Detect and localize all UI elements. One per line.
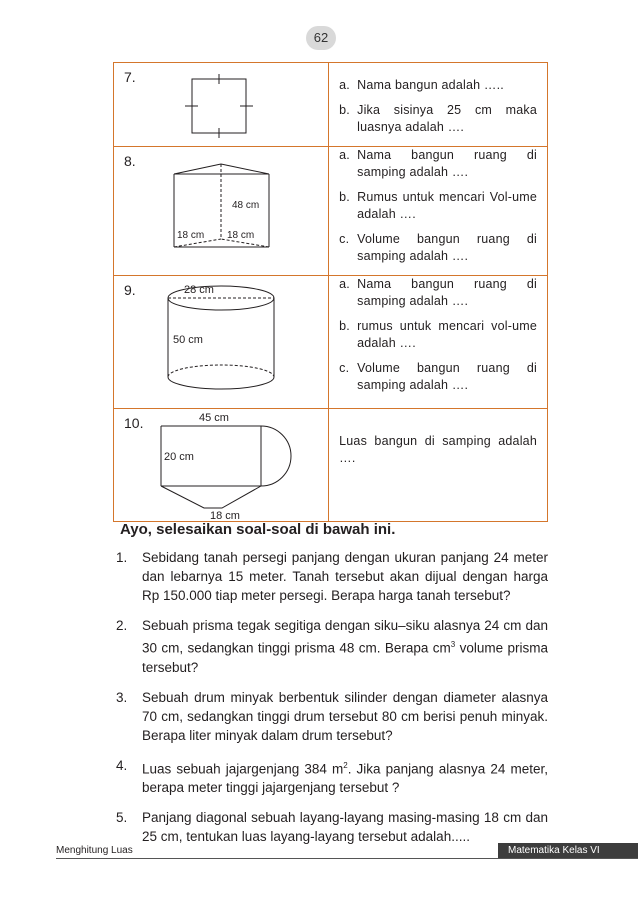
- figure-cell: [114, 276, 329, 409]
- question-number: 8.: [124, 153, 136, 169]
- answer-cell: [329, 409, 548, 522]
- dimension-label: 48 cm: [232, 200, 260, 211]
- footer-book-title: Matematika Kelas VI: [498, 843, 638, 858]
- answer-item: a. Nama bangun adalah …..: [339, 78, 504, 92]
- list-item: 1. Sebidang tanah persegi panjang dengan ukuran panjang 24 meter dan lebarnya 15 meter. Tanah tersebut akan dijual dengan harga Rp 150.000 tiap meter persegi. Berapa harga tanah tersebut?: [116, 550, 548, 603]
- answer-item: b. rumus untuk mencari vol-ume adalah ….: [339, 319, 537, 350]
- answer-item: Luas bangun di samping adalah ….: [339, 434, 537, 465]
- triangular-prism-figure: [114, 147, 330, 276]
- answer-cell: [329, 276, 548, 409]
- figure-cell: [114, 63, 329, 147]
- dimension-label: 28 cm: [184, 284, 214, 296]
- answer-item: c. Volume bangun ruang di samping adalah ….: [339, 232, 537, 263]
- dimension-label: 50 cm: [173, 334, 203, 346]
- answer-item: b. Jika sisinya 25 cm maka luasnya adalah ….: [339, 103, 537, 134]
- dimension-label: 45 cm: [199, 412, 229, 424]
- answer-item: b. Rumus untuk mencari Vol-ume adalah ….: [339, 190, 537, 221]
- answer-cell: [329, 147, 548, 276]
- square-figure: [114, 63, 330, 147]
- figure-cell: [114, 147, 329, 276]
- answer-item: c. Volume bangun ruang di samping adalah ….: [339, 361, 537, 392]
- table-row: [114, 409, 548, 522]
- dimension-label: 18 cm: [227, 230, 255, 241]
- list-item: 3. Sebuah drum minyak berbentuk silinder dengan diameter alasnya 70 cm, sedangkan tinggi drum tersebut 80 cm berisi penuh minyak. Berapa liter minyak dalam drum tersebut?: [116, 689, 548, 743]
- dimension-label: 20 cm: [164, 451, 194, 463]
- dimension-label: 18 cm: [210, 510, 240, 522]
- answer-cell: [329, 63, 548, 147]
- cylinder-figure: [114, 276, 330, 409]
- figure-cell: [114, 409, 329, 522]
- composite-shape-figure: [114, 409, 330, 522]
- table-row: [114, 147, 548, 276]
- question-number: 7.: [124, 69, 136, 85]
- list-item: 4. Luas sebuah jajargenjang 384 $m^2$. Jika panjang alasnya 24 meter, berapa meter tinggi jajargenjang tersebut ?: [116, 757, 548, 795]
- footer-divider: [56, 858, 638, 859]
- question-number: 9.: [124, 282, 136, 298]
- table-row: [114, 63, 548, 147]
- answer-item: a. Nama bangun ruang di samping adalah ….: [339, 148, 537, 179]
- answer-item: a. Nama bangun ruang di samping adalah ….: [339, 277, 537, 308]
- list-item: 5. Panjang diagonal sebuah layang-layang masing-masing 18 cm dan 25 cm, tentukan luas layang-layang tersebut adalah.....: [116, 810, 548, 844]
- list-item: 2. Sebuah prisma tegak segitiga dengan siku–siku alasnya 24 cm dan 30 cm, sedangkan tinggi prisma 48 cm. Berapa $cm^3$ volume prisma tersebut?: [116, 618, 548, 675]
- question-number: 10.: [124, 415, 144, 431]
- square-shape: [192, 79, 246, 133]
- section-heading: Ayo, selesaikan soal-soal di bawah ini.: [120, 521, 396, 538]
- question-table: [113, 62, 548, 522]
- table-row: [114, 276, 548, 409]
- page-number: 62: [306, 26, 336, 50]
- dimension-label: 18 cm: [177, 230, 205, 241]
- exercise-list: [116, 548, 548, 857]
- footer-chapter-title: Menghitung Luas: [56, 845, 133, 856]
